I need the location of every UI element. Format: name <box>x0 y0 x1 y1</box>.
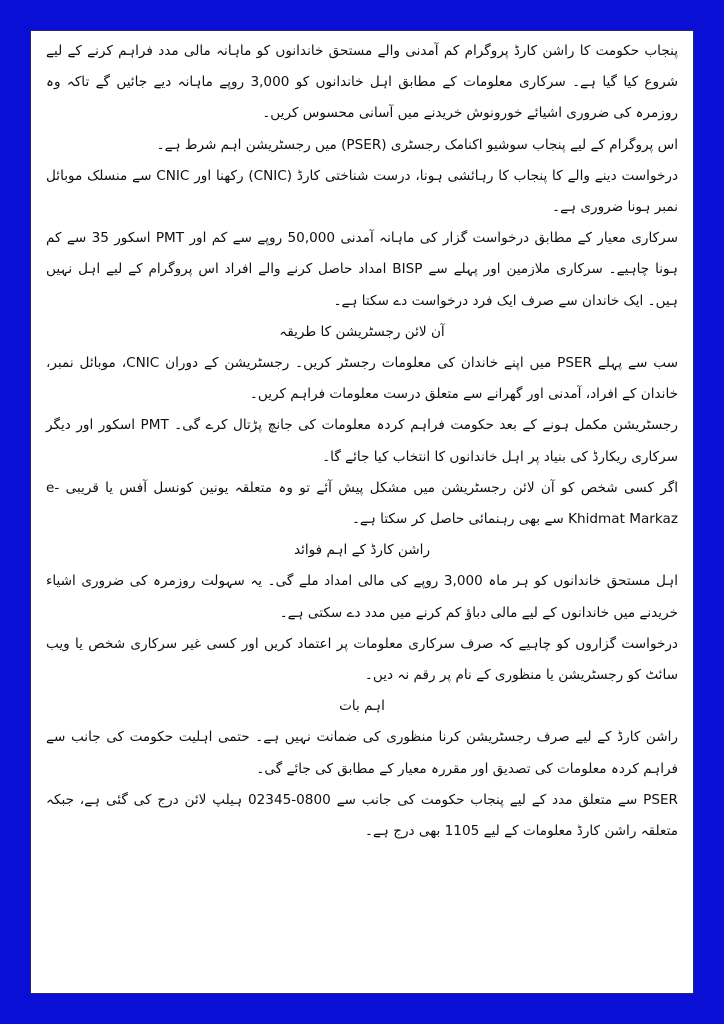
pser-requirement-paragraph: اس پروگرام کے لیے پنجاب سوشیو اکنامک رجسٹری (PSER) میں رجسٹریشن اہم شرط ہے۔ <box>156 136 678 153</box>
registration-step-3: اگر کسی شخص کو آن لائن رجسٹریشن میں مشکل پیش آئے تو وہ متعلقہ یونین کونسل آفس یا قریبی e-Khidmat Markaz سے بھی رہنمائی حاصل کر سکتا ہے۔ <box>46 479 678 528</box>
benefits-paragraph-1: اہل مستحق خاندانوں کو ہر ماہ 3,000 روپے کی مالی امداد ملے گی۔ یہ سہولت روزمرہ کی ضروری اشیاء خریدنے میں خاندانوں کے لیے مالی دباؤ کم کرنے میں مدد دے سکتی ہے۔ <box>46 573 678 621</box>
benefits-paragraph-2: درخواست گزاروں کو چاہیے کہ صرف سرکاری معلومات پر اعتماد کریں اور کسی غیر سرکاری شخص یا ویب سائٹ کو رجسٹریشن یا منظوری کے نام پر رقم نہ دیں۔ <box>46 635 678 684</box>
registration-step-1: سب سے پہلے PSER میں اپنے خاندان کی معلومات رجسٹر کریں۔ رجسٹریشن کے دوران CNIC، موبائل نمبر، خاندان کے افراد، آمدنی اور گھرانے سے متعلق درست معلومات فراہم کریں۔ <box>46 355 678 403</box>
registration-step-2: رجسٹریشن مکمل ہونے کے بعد حکومت فراہم کردہ معلومات کی جانچ پڑتال کرے گی۔ PMT اسکور اور دیگر سرکاری ریکارڈ کی بنیاد پر اہل خاندانوں کا انتخاب کیا جائے گا۔ <box>46 417 678 465</box>
benefits-heading: راشن کارڈ کے اہم فوائد <box>293 542 431 559</box>
intro-paragraph: پنجاب حکومت کا راشن کارڈ پروگرام کم آمدنی والے مستحق خاندانوں کو ماہانہ مالی مدد فراہم کرنے کے لیے شروع کیا گیا ہے۔ سرکاری معلومات کے مطابق اہل خاندانوں کو 3,000 روپے ماہانہ دیے جائیں گے تاکہ وہ روزمرہ کی ضروری اشیائے خورونوش خریدنے میں آسانی محسوس کریں۔ <box>46 43 678 122</box>
eligibility-criteria-paragraph: سرکاری معیار کے مطابق درخواست گزار کی ماہانہ آمدنی 50,000 روپے سے کم اور PMT اسکور 35 سے کم ہونا چاہیے۔ سرکاری ملازمین اور پہلے سے BISP امداد حاصل کرنے والے افراد اس پروگرام کے لیے اہل نہیں ہیں۔ ایک خاندان سے صرف ایک فرد درخواست دے سکتا ہے۔ <box>46 230 679 309</box>
online-registration-heading: آن لائن رجسٹریشن کا طریقہ <box>279 323 445 340</box>
eligibility-residency-paragraph: درخواست دینے والے کا پنجاب کا رہائشی ہونا، درست شناختی کارڈ (CNIC) رکھنا اور CNIC سے منسلک موبائل نمبر ہونا ضروری ہے۔ <box>46 167 678 216</box>
helpline-paragraph: PSER سے متعلق مدد کے لیے پنجاب حکومت کی جانب سے 0800-02345 ہیلپ لائن درج کی گئی ہے، جبکہ متعلقہ راشن کارڈ معلومات کے لیے 1105 بھی درج ہے۔ <box>46 791 678 840</box>
important-paragraph-1: راشن کارڈ کے لیے صرف رجسٹریشن کرنا منظوری کی ضمانت نہیں ہے۔ حتمی اہلیت حکومت کی جانب سے فراہم کردہ معلومات کی تصدیق اور مقررہ معیار کے مطابق کی جائے گی۔ <box>46 729 678 777</box>
important-note-heading: اہم بات <box>339 698 385 715</box>
article-body <box>46 36 678 994</box>
